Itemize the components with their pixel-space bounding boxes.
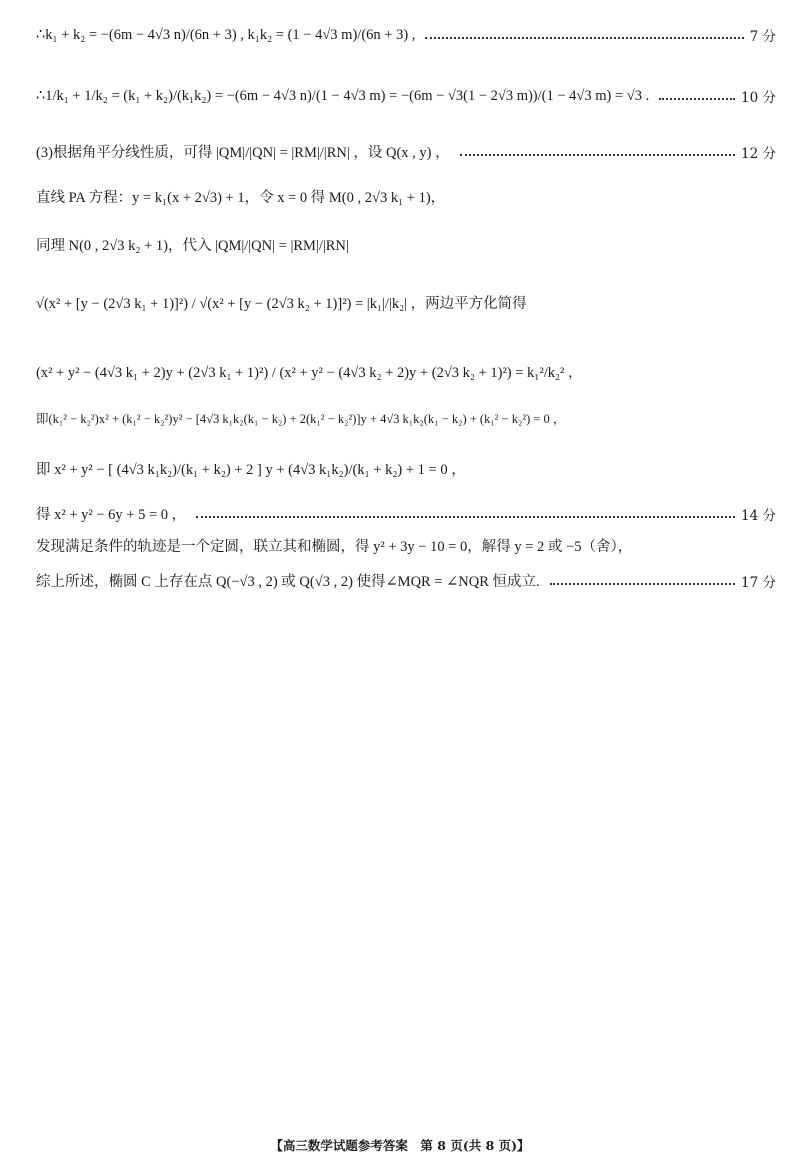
equation-text: 即 x² + y² − [ (4√3 k₁k₂)/(k₁ + k₂) + 2 ] y + (4√3 k₁k₂)/(k₁ + k₂) + 1 = 0 ， bbox=[36, 462, 466, 478]
eq-line-12 bbox=[36, 570, 776, 591]
equation-text: (3)根据角平分线性质，可得 |QM|/|QN| = |RM|/|RN| ，设 Q(x , y) ， bbox=[36, 145, 450, 161]
eq-line-6 bbox=[36, 292, 776, 313]
eq-line-8 bbox=[36, 409, 776, 427]
score-label: 12 分 bbox=[741, 145, 776, 162]
score-label: 14 分 bbox=[741, 507, 776, 524]
equation-text: 即(k₁² − k₂²)x² + (k₁² − k₂²)y² − [4√3 k₁k₂(k₁ − k₂) + 2(k₁² − k₂²)]y + 4√3 k₁k₂(k₁ − k₂) + (k₁² − k₂²) = 0 ， bbox=[36, 412, 566, 426]
eq-line-7 bbox=[36, 361, 776, 382]
equation-text: 综上所述，椭圆 C 上存在点 Q(−√3 , 2) 或 Q(√3 , 2) 使得∠MQR = ∠NQR 恒成立. bbox=[36, 574, 540, 590]
score-label: 10 分 bbox=[741, 90, 776, 106]
eq-line-5 bbox=[36, 234, 776, 255]
footer-text: 【高三数学试题参考答案 第 8 页(共 8 页)】 bbox=[270, 1138, 530, 1153]
eq-line-9 bbox=[36, 458, 776, 479]
eq-line-2 bbox=[36, 86, 776, 106]
equation-text: 直线 PA 方程：y = k₁(x + 2√3) + 1，令 x = 0 得 M(0 , 2√3 k₁ + 1)， bbox=[36, 190, 446, 206]
eq-line-11 bbox=[36, 535, 776, 556]
score-label: 7 分 bbox=[749, 29, 776, 45]
dot-leader bbox=[659, 98, 735, 100]
equation-text: ∴1/k₁ + 1/k₂ = (k₁ + k₂)/(k₁k₂) = −(6m − 4√3 n)/(1 − 4√3 m) = −(6m − √3(1 − 2√3 m))/(1 − 4√3 m) = √3 . bbox=[36, 87, 650, 104]
dot-leader bbox=[550, 583, 735, 585]
page-footer bbox=[0, 1136, 800, 1154]
eq-line-3 bbox=[36, 141, 776, 162]
dot-leader bbox=[460, 154, 735, 156]
equation-text: √(x² + [y − (2√3 k₁ + 1)]²) / √(x² + [y − (2√3 k₂ + 1)]²) = |k₁|/|k₂| ，两边平方化简得 bbox=[36, 296, 527, 312]
eq-line-10 bbox=[36, 503, 776, 524]
dot-leader bbox=[196, 516, 735, 518]
equation-text: ∴k₁ + k₂ = −(6m − 4√3 n)/(6n + 3) , k₁k₂ = (1 − 4√3 m)/(6n + 3) , bbox=[36, 26, 416, 43]
equation-text: 同理 N(0 , 2√3 k₂ + 1)，代入 |QM|/|QN| = |RM|/|RN| bbox=[36, 238, 349, 254]
equation-text: 发现满足条件的轨迹是一个定圆，联立其和椭圆，得 y² + 3y − 10 = 0，解得 y = 2 或 −5（舍）， bbox=[36, 539, 633, 555]
equation-text: (x² + y² − (4√3 k₁ + 2)y + (2√3 k₁ + 1)²) / (x² + y² − (4√3 k₂ + 2)y + (2√3 k₂ + 1)²) = k₁²/k₂² ， bbox=[36, 365, 583, 381]
eq-line-4 bbox=[36, 186, 776, 207]
equation-text: 得 x² + y² − 6y + 5 = 0 ， bbox=[36, 507, 187, 523]
score-label: 17 分 bbox=[741, 574, 776, 591]
eq-line-1 bbox=[36, 25, 776, 45]
dot-leader bbox=[425, 37, 743, 39]
